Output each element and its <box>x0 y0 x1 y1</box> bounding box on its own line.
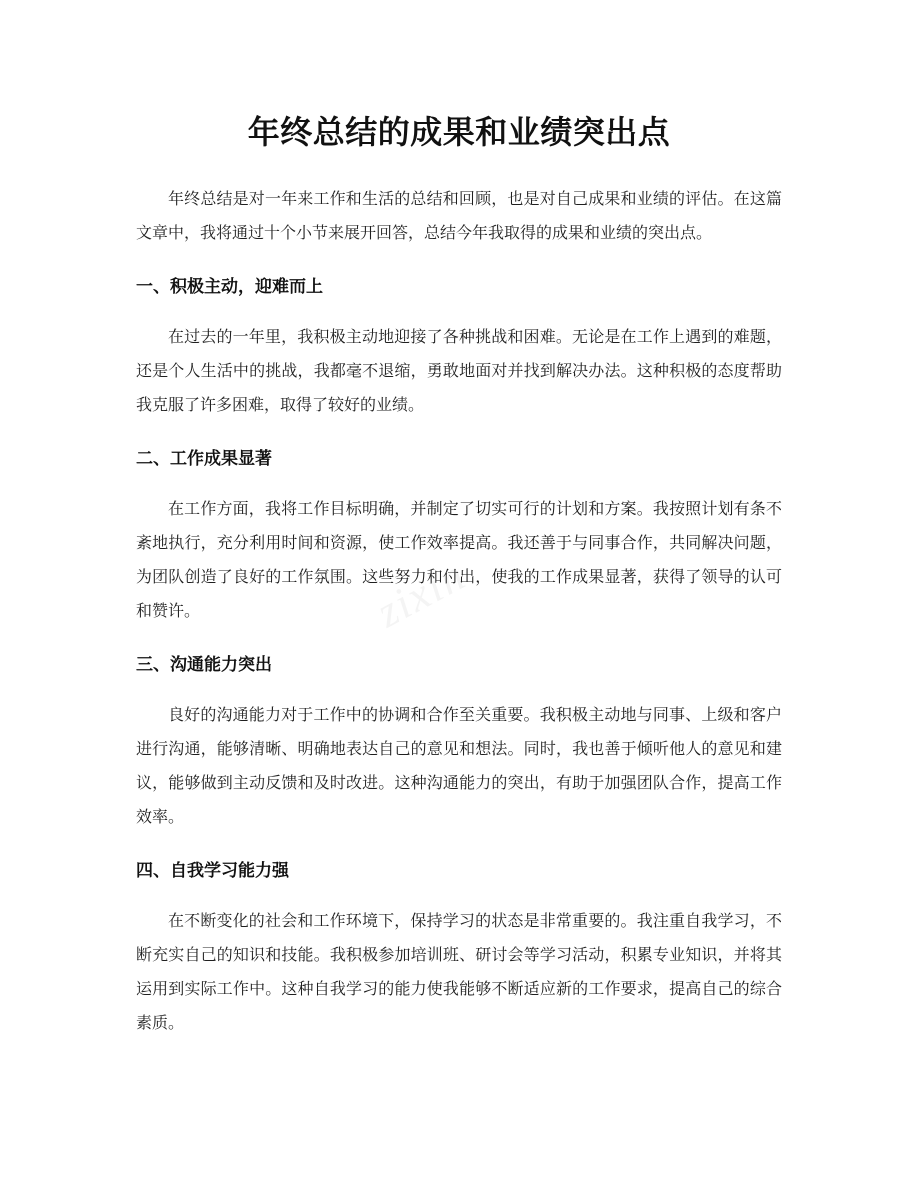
section-body-3: 良好的沟通能力对于工作中的协调和合作至关重要。我积极主动地与同事、上级和客户进行沟通，能够清晰、明确地表达自己的意见和想法。同时，我也善于倾听他人的意见和建议，能够做到主动反馈和及时改进。这种沟通能力的突出，有助于加强团队合作，提高工作效率。 <box>136 705 782 826</box>
section-heading-3: 三、沟通能力突出 <box>136 655 272 675</box>
section-body-4: 在不断变化的社会和工作环境下，保持学习的状态是非常重要的。我注重自我学习，不断充实自己的知识和技能。我积极参加培训班、研讨会等学习活动，积累专业知识，并将其运用到实际工作中。这种自我学习的能力使我能够不断适应新的工作要求，提高自己的综合素质。 <box>136 911 782 1032</box>
document-title: 年终总结的成果和业绩突出点 <box>247 113 671 151</box>
intro-paragraph: 年终总结是对一年来工作和生活的总结和回顾，也是对自己成果和业绩的评估。在这篇文章中，我将通过十个小节来展开回答，总结今年我取得的成果和业绩的突出点。 <box>136 189 782 242</box>
watermark: zixin <box>368 549 474 637</box>
section-heading-1: 一、积极主动，迎难而上 <box>136 277 323 297</box>
section-body-1: 在过去的一年里，我积极主动地迎接了各种挑战和困难。无论是在工作上遇到的难题，还是个人生活中的挑战，我都毫不退缩，勇敢地面对并找到解决办法。这种积极的态度帮助我克服了许多困难，取得了较好的业绩。 <box>136 327 782 414</box>
section-heading-4: 四、自我学习能力强 <box>136 861 289 881</box>
section-body-2: 在工作方面，我将工作目标明确，并制定了切实可行的计划和方案。我按照计划有条不紊地执行，充分利用时间和资源，使工作效率提高。我还善于与同事合作，共同解决问题，为团队创造了良好的工作氛围。这些努力和付出，使我的工作成果显著，获得了领导的认可和赞许。 <box>136 499 782 620</box>
section-heading-2: 二、工作成果显著 <box>136 449 272 469</box>
